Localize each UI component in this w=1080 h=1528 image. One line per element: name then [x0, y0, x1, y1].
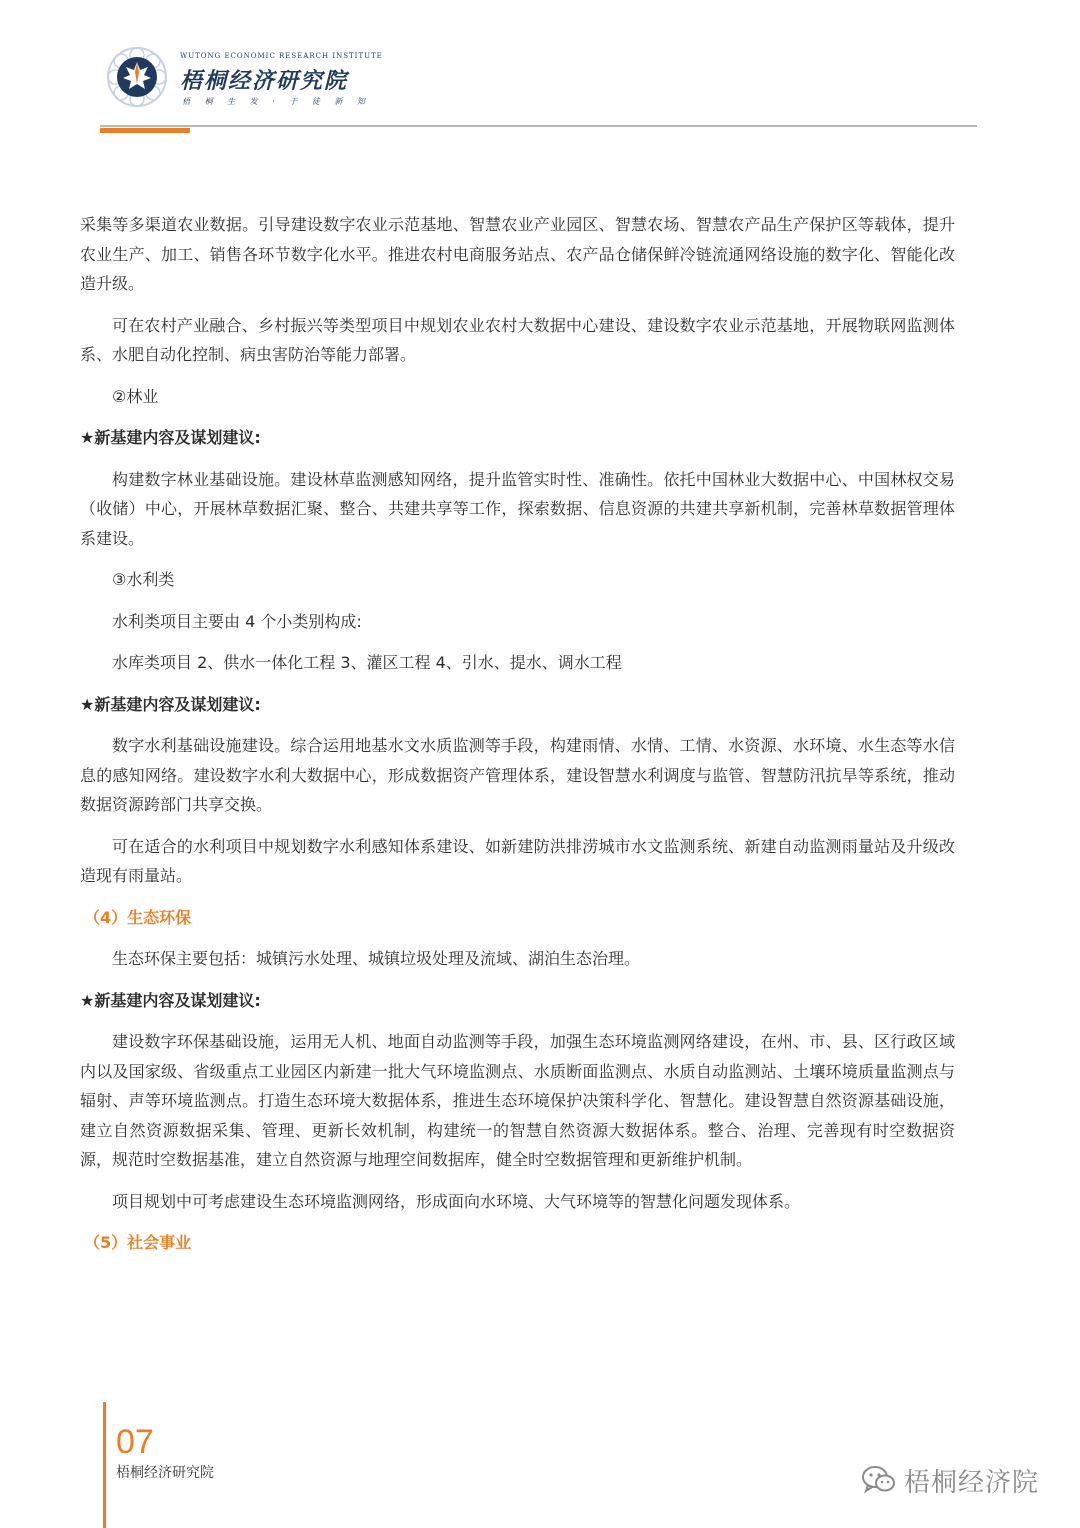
document-body [80, 210, 955, 1270]
paragraph: 数字水利基础设施建设。综合运用地基水文水质监测等手段，构建雨情、水情、工情、水资源、水环境、水生态等水信息的感知网络。建设数字水利大数据中心，形成数据资产管理体系，建设智慧水利调度与监管、智慧防汛抗旱等系统，推动数据资源跨部门共享交换。 [80, 736, 955, 814]
header-accent-bar [100, 128, 190, 133]
section-heading-social: （5）社会事业 [84, 1233, 192, 1252]
paragraph: 采集等多渠道农业数据。引导建设数字农业示范基地、智慧农业产业园区、智慧农场、智慧农产品生产保护区等载体，提升农业生产、加工、销售各环节数字化水平。推进农村电商服务站点、农产品仓储保鲜冷链流通网络设施的数字化、智能化改造升级。 [80, 215, 955, 293]
wechat-watermark [862, 1462, 1039, 1498]
institute-slogan: 梧 桐 生 发 · 于 徒 新 知 [182, 97, 371, 106]
paragraph: 可在农村产业融合、乡村振兴等类型项目中规划农业农村大数据中心建设、建设数字农业示范基地，开展物联网监测体系、水肥自动化控制、病虫害防治等能力部署。 [80, 315, 955, 364]
paragraph: 生态环保主要包括：城镇污水处理、城镇垃圾处理及流域、湖泊生态治理。 [112, 949, 641, 968]
institute-name-en: WUTONG ECONOMIC RESEARCH INSTITUTE [180, 52, 383, 60]
star-heading: ★新基建内容及谋划建议: [80, 694, 261, 714]
subsection-label-water: ③水利类 [112, 570, 175, 589]
header-divider [100, 125, 977, 127]
paragraph: 可在适合的水利项目中规划数字水利感知体系建设、如新建防洪排涝城市水文监测系统、新建自动监测雨量站及升级改造现有雨量站。 [80, 836, 955, 885]
star-heading: ★新基建内容及谋划建议: [80, 428, 261, 447]
institute-logo-icon [106, 46, 168, 108]
subsection-label-forestry: ②林业 [112, 386, 159, 406]
paragraph: 建设数字环保基础设施，运用无人机、地面自动监测等手段，加强生态环境监测网络建设，在州、市、县、区行政区域内以及国家级、省级重点工业园区内新建一批大气环境监测点、水质断面监测点、水质自动监测站、土壤环境质量监测点与辐射、声等环境监测点。打造生态环境大数据体系，推进生态环境保护决策科学化、智慧化。建设智慧自然资源基础设施，建立自然资源数据采集、管理、更新长效机制，构建统一的智慧自然资源大数据体系。整合、治理、完善现有时空数据资源，规范时空数据基准，建立自然资源与地理空间数据库，健全时空数据管理和更新维护机制。 [80, 1032, 955, 1169]
footer-org-name: 梧桐经济研究院 [116, 1465, 214, 1481]
footer-accent-bar [103, 1402, 106, 1528]
paragraph: 构建数字林业基础设施。建设林草监测感知网络，提升监管实时性、准确性。依托中国林业大数据中心、中国林权交易（收储）中心，开展林草数据汇聚、整合、共建共享等工作，探索数据、信息资源的共建共享新机制，完善林草数据管理体系建设。 [80, 469, 955, 548]
section-heading-ecology: （4）生态环保 [84, 907, 192, 927]
institute-name-cn: 梧桐经济研究院 [180, 68, 349, 94]
paragraph: 水库类项目 2、供水一体化工程 3、灌区工程 4、引水、提水、调水工程 [112, 653, 622, 672]
wechat-icon [862, 1465, 896, 1495]
star-heading: ★新基建内容及谋划建议: [80, 990, 261, 1010]
page-number: 07 [116, 1423, 154, 1461]
paragraph: 项目规划中可考虑建设生态环境监测网络，形成面向水环境、大气环境等的智慧化问题发现体系。 [112, 1191, 801, 1211]
watermark-text: 梧桐经济院 [904, 1467, 1040, 1498]
paragraph: 水利类项目主要由 4 个小类别构成: [112, 611, 362, 631]
page-header [100, 40, 980, 140]
